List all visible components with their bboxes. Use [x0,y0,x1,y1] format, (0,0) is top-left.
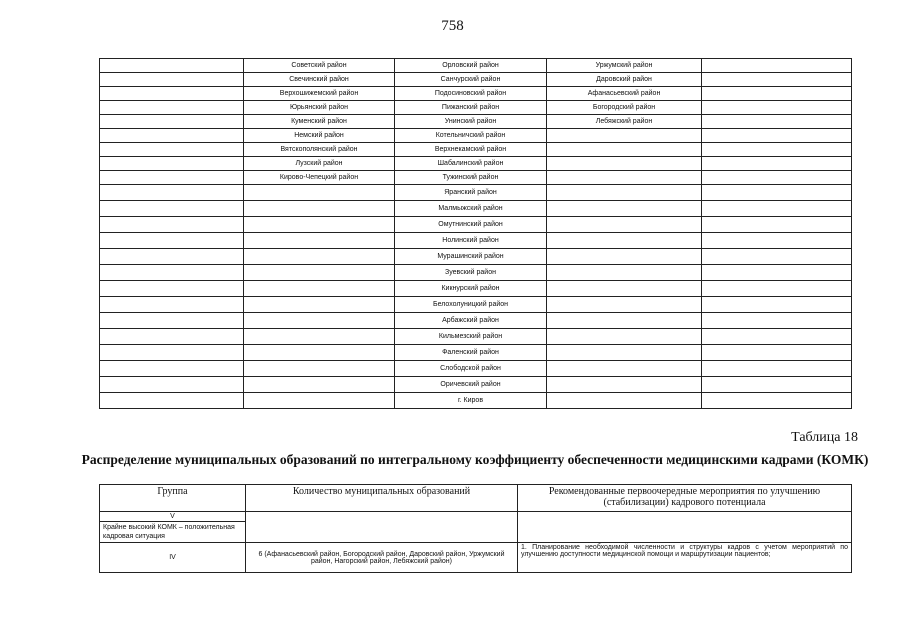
group-label: IV [100,543,246,573]
table-cell: Пижанский район [395,101,547,115]
table-cell [100,361,244,377]
table-cell [702,115,852,129]
table-cell [244,313,395,329]
group-label: V [100,512,245,522]
table-row [100,297,852,313]
table-cell [702,59,852,73]
table-cell: Котельничский район [395,129,547,143]
table-cell [244,217,395,233]
table-cell: Арбажский район [395,313,547,329]
table-cell: Омутнинский район [395,217,547,233]
table-cell [100,73,244,87]
table-cell: Слободской район [395,361,547,377]
municipality-count: 6 (Афанасьевский район, Богородский район, Даровский район, Уржумский район, Нагорский район, Лебяжский район) [246,543,518,573]
header-cell: Рекомендованные первоочередные мероприятия по улучшению (стабилизации) кадрового потенциала [518,485,852,512]
table-cell [100,115,244,129]
table-cell [547,297,702,313]
table-cell [100,143,244,157]
table-cell: Немский район [244,129,395,143]
table-cell: Афанасьевский район [547,87,702,101]
table-cell [547,217,702,233]
table-cell [100,345,244,361]
table-cell [547,361,702,377]
table-cell [702,87,852,101]
table-cell [547,233,702,249]
table-cell [702,217,852,233]
table-row [100,59,852,73]
table-cell [547,265,702,281]
table-cell [702,361,852,377]
table-row [100,73,852,87]
table-cell [702,345,852,361]
table-cell: Санчурский район [395,73,547,87]
table-cell [100,129,244,143]
table-cell [702,157,852,171]
table-cell [547,129,702,143]
table-row [100,512,852,543]
table-cell: Кильмезский район [395,329,547,345]
table-cell [518,512,852,543]
table-cell [702,101,852,115]
table-cell [702,249,852,265]
table-cell: Куменский район [244,115,395,129]
table-cell [547,185,702,201]
table-cell [244,345,395,361]
table-cell: Малмыжский район [395,201,547,217]
table-row [100,313,852,329]
table-cell: Верхнекамский район [395,143,547,157]
table-cell [100,201,244,217]
table-cell [100,157,244,171]
table-cell: Белохолуницкий район [395,297,547,313]
table-cell [547,329,702,345]
table-cell [100,377,244,393]
table-row [100,185,852,201]
table-row [100,233,852,249]
table-row [100,377,852,393]
table-cell [244,297,395,313]
table-cell [100,59,244,73]
table-cell [244,393,395,409]
table-cell [244,233,395,249]
table-cell [702,329,852,345]
table-cell [547,201,702,217]
table-cell [547,281,702,297]
table-cell: Лебяжский район [547,115,702,129]
table-cell [244,201,395,217]
table-cell: Кикнурский район [395,281,547,297]
header-cell: Группа [100,485,246,512]
table-cell: Юрьянский район [244,101,395,115]
table-cell [702,281,852,297]
table-row [100,543,852,573]
table-cell [547,143,702,157]
page-number: 758 [441,18,464,34]
table-cell [702,377,852,393]
table-cell: Нолинский район [395,233,547,249]
table-cell [100,297,244,313]
table-cell: г. Киров [395,393,547,409]
districts-table [99,58,852,409]
table-cell [702,185,852,201]
table-cell [244,329,395,345]
table-cell [702,143,852,157]
komk-table [99,484,852,573]
table-cell [100,217,244,233]
table-cell [702,233,852,249]
table-cell [100,101,244,115]
table-cell: Верхошижемский район [244,87,395,101]
table-cell [100,265,244,281]
table-cell [547,377,702,393]
table-cell [100,233,244,249]
table-cell [100,313,244,329]
table-row [100,87,852,101]
table-cell: Зуевский район [395,265,547,281]
table-cell: Вятскополянский район [244,143,395,157]
header-cell: Количество муниципальных образований [246,485,518,512]
table-row [100,393,852,409]
table-title: Распределение муниципальных образований по интегральному коэффициенту обеспеченности медицинскими кадрами (КОМК) [81,452,869,467]
table-row [100,361,852,377]
table-cell [702,73,852,87]
table-cell: Подосиновский район [395,87,547,101]
table-cell [702,129,852,143]
group-v-cell [100,512,246,543]
table-cell [244,361,395,377]
table-cell: Кирово-Чепецкий район [244,171,395,185]
table-cell: Орловский район [395,59,547,73]
table-cell [100,185,244,201]
table-cell [702,171,852,185]
header-row [100,485,852,512]
table-row [100,171,852,185]
table-cell [702,313,852,329]
table-cell: Лузский район [244,157,395,171]
table-cell: Уржумский район [547,59,702,73]
table-cell [244,185,395,201]
table-cell [244,249,395,265]
table-cell [100,171,244,185]
table-cell [100,281,244,297]
table-caption: Таблица 18 [791,430,858,445]
table-row [100,101,852,115]
table-row [100,143,852,157]
table-cell [244,265,395,281]
table-cell: Унинский район [395,115,547,129]
table-row [100,249,852,265]
table-cell: Мурашинский район [395,249,547,265]
table-cell: Даровский район [547,73,702,87]
table-cell [100,393,244,409]
table-row [100,329,852,345]
table-cell [246,512,518,543]
table-cell [100,87,244,101]
table-cell [100,249,244,265]
table-cell [100,329,244,345]
table-cell [244,281,395,297]
table-cell: Тужинский район [395,171,547,185]
table-row [100,129,852,143]
table-cell [547,171,702,185]
table-cell: Шабалинский район [395,157,547,171]
table-row [100,345,852,361]
measures-text: 1. Планирование необходимой численности и структуры кадров с учетом мероприятий по улучшению доступности медицинской помощи и маршрутизации пациентов; [518,543,852,573]
table-cell: Фаленский район [395,345,547,361]
table-cell [702,393,852,409]
table-row [100,281,852,297]
table-cell [547,345,702,361]
table-row [100,217,852,233]
table-cell [547,313,702,329]
table-row [100,201,852,217]
table-row [100,265,852,281]
table-cell [547,393,702,409]
table-row [100,157,852,171]
table-cell: Оричевский район [395,377,547,393]
table-cell: Богородский район [547,101,702,115]
table-cell: Свечинский район [244,73,395,87]
table-cell: Советский район [244,59,395,73]
table-cell [244,377,395,393]
table-cell [702,265,852,281]
group-description: Крайне высокий КОМК – положительная кадровая ситуация [103,524,235,540]
table-cell [547,249,702,265]
table-cell: Яранский район [395,185,547,201]
table-cell [547,157,702,171]
table-row [100,115,852,129]
table-cell [702,201,852,217]
table-cell [702,297,852,313]
